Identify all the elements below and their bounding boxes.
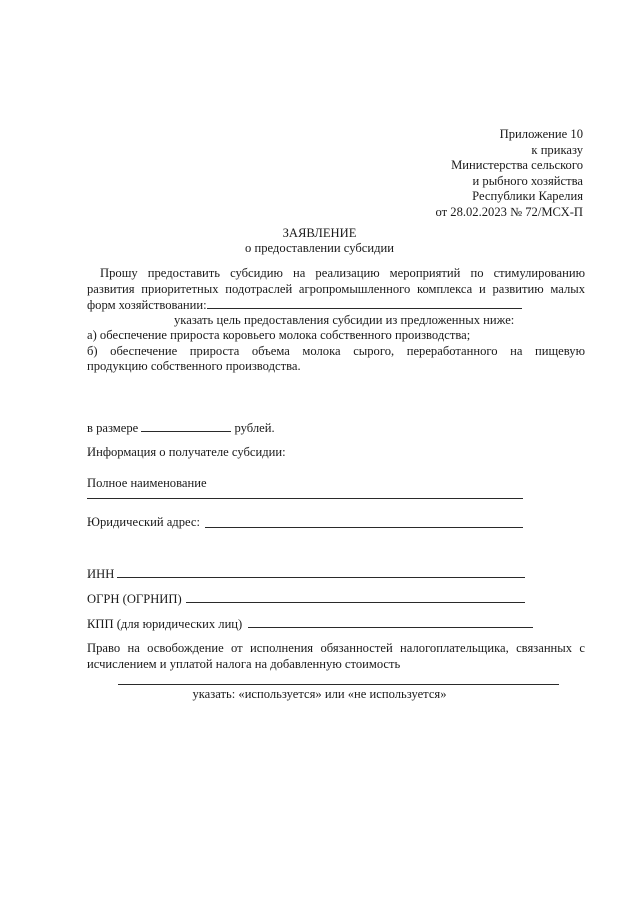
order-reference: к приказу — [531, 142, 583, 157]
amount-row — [87, 420, 275, 437]
subsidy-purpose-field[interactable] — [207, 297, 522, 309]
kpp-field[interactable] — [248, 627, 533, 628]
appendix-number: Приложение 10 — [499, 127, 583, 141]
recipient-heading: Информация о получателе субсидии: — [87, 445, 286, 459]
vat-paragraph — [87, 641, 585, 672]
republic-name: Республики Карелия — [472, 189, 583, 204]
ogrn-field[interactable] — [186, 602, 525, 603]
ministry-line-1: Министерства сельского — [451, 158, 583, 173]
amount-prefix: в размере — [87, 421, 139, 435]
amount-field[interactable] — [141, 420, 231, 432]
order-date-number: от 28.02.2023 № 72/МСХ-П — [435, 204, 583, 219]
document-title: ЗАЯВЛЕНИЕ — [282, 226, 357, 240]
legal-address-label: Юридический адрес: — [87, 515, 200, 529]
full-name-label: Полное наименование — [87, 476, 207, 490]
ogrn-label: ОГРН (ОГРНИП) — [87, 592, 182, 606]
option-b-line-1: б) обеспечение прироста объема молока сырого, переработанного на пищевую — [87, 343, 585, 358]
vat-status-field[interactable] — [118, 684, 559, 685]
legal-address-field[interactable] — [205, 527, 523, 528]
vat-hint: указать: «используется» или «не используется» — [192, 687, 447, 701]
ministry-line-2: и рыбного хозяйства — [472, 173, 583, 188]
kpp-label: КПП (для юридических лиц) — [87, 617, 243, 631]
request-line-3: форм хозяйствовании: — [87, 298, 207, 313]
document-subtitle: о предоставлении субсидии — [245, 241, 394, 255]
request-paragraph — [87, 266, 585, 314]
purpose-hint: указать цель предоставления субсидии из предложенных ниже: — [174, 313, 515, 327]
appendix-header — [435, 127, 583, 221]
inn-field[interactable] — [117, 577, 525, 578]
amount-suffix: рублей. — [234, 421, 275, 435]
vat-line-2: исчислением и уплатой налога на добавленную стоимость — [87, 656, 401, 671]
request-line-3-wrap — [87, 297, 585, 314]
options-block — [87, 328, 585, 375]
inn-label: ИНН — [87, 567, 115, 581]
full-name-field[interactable] — [87, 498, 523, 499]
request-line-1: Прошу предоставить субсидию на реализацию мероприятий по стимулированию — [100, 266, 585, 280]
option-a: а) обеспечение прироста коровьего молока собственного производства; — [87, 328, 471, 342]
option-b-line-2: продукцию собственного производства. — [87, 359, 301, 374]
request-line-2: развития приоритетных подотраслей агропромышленного комплекса и развитию малых — [87, 281, 585, 296]
vat-line-1: Право на освобождение от исполнения обязанностей налогоплательщика, связанных с — [87, 641, 585, 655]
